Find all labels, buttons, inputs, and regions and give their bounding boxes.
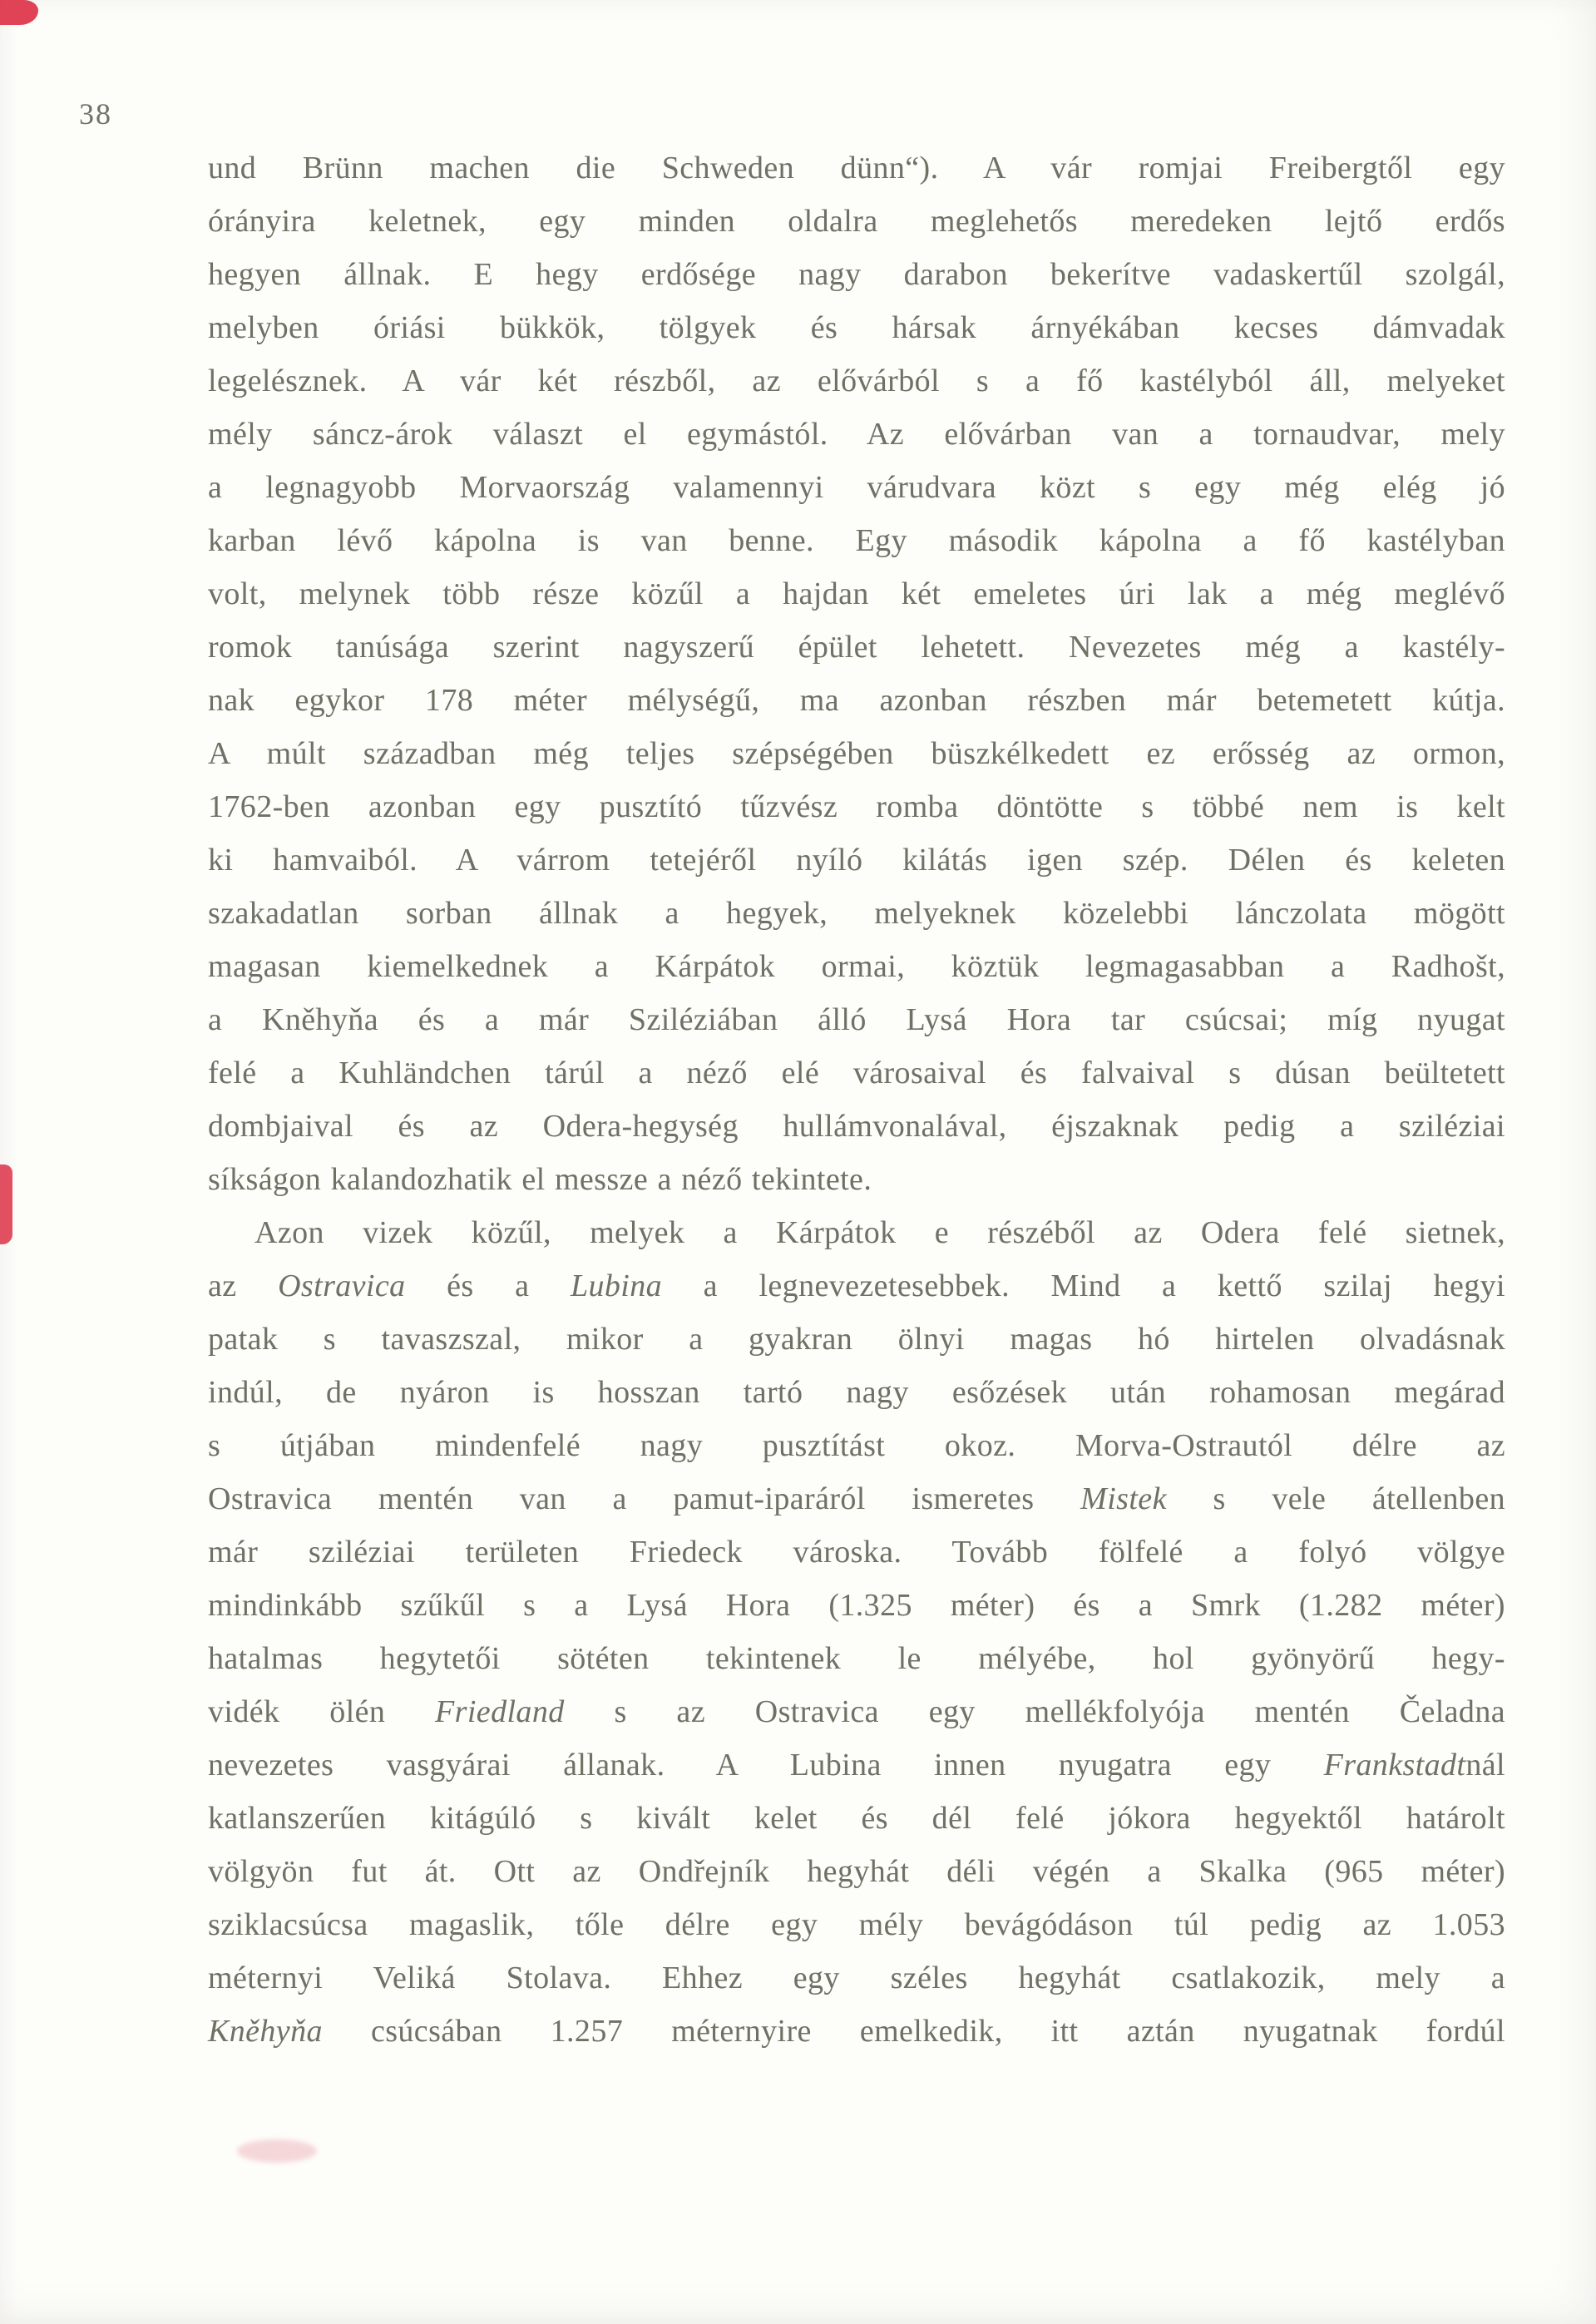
text-line (208, 2005, 1505, 2058)
red-scan-streak-left-edge (0, 1164, 12, 1244)
text-line (208, 1206, 1505, 1259)
italic-text-segment: Ostravica (278, 1268, 406, 1303)
text-segment: csúcsában 1.257 méternyire emelkedik, itt aztán nyugatnak fordúl (322, 2014, 1505, 2049)
text-segment: a legnagyobb Morvaország valamennyi várudvara közt s egy még elég jó (208, 470, 1505, 505)
text-line (208, 940, 1505, 993)
text-line (208, 1153, 1505, 1206)
text-line (208, 887, 1505, 940)
text-line (208, 1419, 1505, 1472)
text-segment: und Brünn machen die Schweden dünn“). A vár romjai Freibergtől egy (208, 151, 1505, 185)
text-segment: indúl, de nyáron is hosszan tartó nagy esőzések után rohamosan megárad (208, 1375, 1505, 1410)
text-line (208, 727, 1505, 780)
text-segment: már sziléziai területen Friedeck városka. Tovább fölfelé a folyó völgye (208, 1535, 1505, 1570)
text-line (208, 1792, 1505, 1845)
text-line (208, 1898, 1505, 1951)
text-line (208, 141, 1505, 195)
text-segment: s útjában mindenfelé nagy pusztítást okoz. Morva-Ostrautól délre az (208, 1428, 1505, 1463)
text-segment: mély sáncz-árok választ el egymástól. Az elővárban van a tornaudvar, mely (208, 417, 1505, 452)
text-segment: hegyen állnak. E hegy erdősége nagy darabon bekerítve vadaskertűl szolgál, (208, 257, 1505, 292)
text-segment: katlanszerűen kitágúló s kivált kelet és dél felé jókora hegyektől határolt (208, 1801, 1505, 1836)
text-segment: Ostravica mentén van a pamut-iparáról ismeretes (208, 1481, 1081, 1516)
text-segment: dombjaival és az Odera-hegység hullámvonalával, éjszaknak pedig a sziléziai (208, 1109, 1505, 1144)
italic-text-segment: Frankstadt (1323, 1748, 1466, 1783)
text-line (208, 461, 1505, 514)
text-line (208, 408, 1505, 461)
text-segment: romok tanúsága szerint nagyszerű épület lehetett. Nevezetes még a kastély- (208, 630, 1505, 665)
italic-text-segment: Lubina (570, 1268, 663, 1303)
text-line (208, 1046, 1505, 1100)
text-line (208, 1100, 1505, 1153)
text-segment: a Kněhyňa és a már Sziléziában álló Lysá Hora tar csúcsai; míg nyugat (208, 1002, 1505, 1037)
text-segment: sziklacsúcsa magaslik, tőle délre egy mély bevágódáson túl pedig az 1.053 (208, 1907, 1505, 1942)
text-segment: A múlt században még teljes szépségében büszkélkedett ez erősség az ormon, (208, 736, 1505, 771)
text-line (208, 567, 1505, 621)
text-line (208, 993, 1505, 1046)
text-segment: a legnevezetesebbek. Mind a kettő szilaj hegyi (662, 1268, 1505, 1303)
text-line (208, 1632, 1505, 1685)
text-line (208, 1685, 1505, 1738)
text-segment: órányira keletnek, egy minden oldalra meglehetős meredeken lejtő erdős (208, 204, 1505, 239)
text-segment: ki hamvaiból. A várrom tetejéről nyíló kilátás igen szép. Délen és keleten (208, 843, 1505, 878)
text-segment: Azon vizek közűl, melyek a Kárpátok e részéből az Odera felé sietnek, (254, 1215, 1505, 1250)
italic-text-segment: Friedland (435, 1694, 565, 1729)
text-line (208, 1579, 1505, 1632)
text-segment: nál (1465, 1748, 1505, 1783)
text-segment: völgyön fut át. Ott az Ondřejník hegyhát déli végén a Skalka (965 méter) (208, 1854, 1505, 1889)
text-segment: s vele átellenben (1166, 1481, 1505, 1516)
text-line (208, 1845, 1505, 1898)
text-segment: volt, melynek több része közűl a hajdan két emeletes úri lak a még meglévő (208, 576, 1505, 611)
text-segment: patak s tavaszszal, mikor a gyakran ölnyi magas hó hirtelen olvadásnak (208, 1322, 1505, 1357)
text-line (208, 195, 1505, 248)
text-segment: szakadatlan sorban állnak a hegyek, melyeknek közelebbi lánczolata mögött (208, 896, 1505, 931)
italic-text-segment: Kněhyňa (208, 2014, 323, 2049)
text-line (208, 1313, 1505, 1366)
text-segment: nak egykor 178 méter mélységű, ma azonban részben már betemetett kútja. (208, 683, 1505, 718)
text-segment: az (208, 1268, 279, 1303)
text-line (208, 354, 1505, 408)
text-segment: síkságon kalandozhatik el messze a néző tekintete. (208, 1162, 872, 1197)
text-line (208, 1951, 1505, 2005)
text-segment: hatalmas hegytetői sötéten tekintenek le mélyébe, hol gyönyörű hegy- (208, 1641, 1505, 1676)
text-line (208, 248, 1505, 301)
text-line (208, 1366, 1505, 1419)
text-block (208, 141, 1505, 2058)
text-segment: s az Ostravica egy mellékfolyója mentén Čeladna (564, 1694, 1505, 1729)
text-segment: melyben óriási bükkök, tölgyek és hársak árnyékában kecses dámvadak (208, 310, 1505, 345)
text-segment: karban lévő kápolna is van benne. Egy második kápolna a fő kastélyban (208, 523, 1505, 558)
text-line (208, 833, 1505, 887)
text-line (208, 621, 1505, 674)
text-segment: 1762-ben azonban egy pusztító tűzvész romba döntötte s többé nem is kelt (208, 789, 1505, 824)
text-segment: legelésznek. A vár két részből, az elővárból s a fő kastélyból áll, melyeket (208, 363, 1505, 398)
text-line (208, 1738, 1505, 1792)
text-segment: méternyi Veliká Stolava. Ehhez egy széles hegyhát csatlakozik, mely a (208, 1961, 1505, 1995)
text-segment: mindinkább szűkűl s a Lysá Hora (1.325 méter) és a Smrk (1.282 méter) (208, 1588, 1505, 1623)
red-scan-mark-top-left (0, 0, 38, 25)
text-line (208, 1259, 1505, 1313)
text-segment: magasan kiemelkednek a Kárpátok ormai, köztük legmagasabban a Radhošt, (208, 949, 1505, 984)
italic-text-segment: Mistek (1080, 1481, 1167, 1516)
text-line (208, 780, 1505, 833)
text-segment: nevezetes vasgyárai állanak. A Lubina innen nyugatra egy (208, 1748, 1324, 1783)
text-line (208, 1525, 1505, 1579)
page-number: 38 (79, 97, 112, 131)
pink-scan-smudge-bottom (237, 2139, 317, 2163)
text-segment: és a (405, 1268, 571, 1303)
text-segment: felé a Kuhländchen tárúl a néző elé városaival és falvaival s dúsan beültetett (208, 1056, 1505, 1090)
text-line (208, 674, 1505, 727)
text-segment: vidék ölén (208, 1694, 436, 1729)
text-line (208, 1472, 1505, 1525)
text-line (208, 301, 1505, 354)
text-line (208, 514, 1505, 567)
